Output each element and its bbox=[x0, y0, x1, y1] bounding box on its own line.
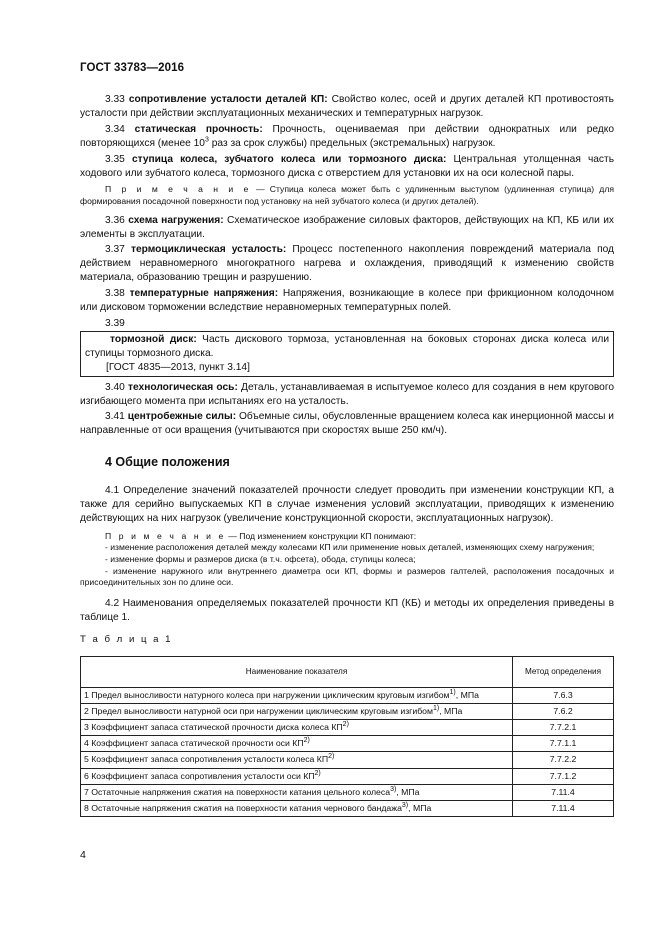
term: температурные напряжения: bbox=[129, 288, 279, 300]
clause-number: 3.35 bbox=[105, 153, 125, 165]
note-item: - изменение наружного или внутреннего диаметра оси КП, формы и размеров галтелей, расположения посадочных и присоединительных зон по длине оси. bbox=[80, 565, 614, 588]
clause-number: 3.36 bbox=[105, 214, 125, 226]
definition-text-cont: раз за срок службы) предельных (экстремальных) нагрузок. bbox=[208, 137, 496, 149]
indicator-name: 3 Коэффициент запаса статической прочности диска колеса КП$^{2)}$ bbox=[81, 719, 513, 735]
table-row bbox=[81, 752, 614, 768]
note-text: — Под изменением конструкции КП понимают: bbox=[225, 530, 417, 541]
term: статическая прочность: bbox=[134, 123, 263, 135]
definition-3-34 bbox=[80, 123, 614, 151]
indicator-name: 6 Коэффициент запаса сопротивления усталости оси КП$^{2)}$ bbox=[81, 768, 513, 784]
superscript: 3 bbox=[204, 136, 209, 144]
note-hub bbox=[80, 184, 614, 207]
method-cell: 7.7.1.2 bbox=[513, 768, 614, 784]
term: тормозной диск: bbox=[110, 333, 197, 345]
clause-number: 3.41 bbox=[105, 411, 125, 423]
term: ступица колеса, зубчатого колеса или тормозного диска: bbox=[131, 153, 447, 165]
definition-3-37 bbox=[80, 243, 614, 285]
note-label: П р и м е ч а н и е bbox=[105, 184, 251, 195]
note-text: — Ступица колеса может быть с удлиненным выступом (удлиненная ступица) для формирования посадочной поверхности под установку на ней зубчатого колеса (и других деталей). bbox=[80, 184, 614, 207]
method-cell: 7.6.2 bbox=[513, 703, 614, 719]
clause-number: 3.34 bbox=[105, 123, 125, 135]
method-cell: 7.6.3 bbox=[513, 687, 614, 703]
definition-3-39 bbox=[80, 317, 614, 377]
indicator-name: 1 Предел выносливости натурного колеса при нагружении циклическим круговым изгибом$^{1)}$, МПа bbox=[81, 687, 513, 703]
definition-text: Процесс постепенного накопления повреждений материала под действием неравномерного многократного нагрева и охлаждения, приводящий к изменению свойств материала, образованию трещин и разрушению. bbox=[80, 244, 614, 284]
indicator-name: 5 Коэффициент запаса сопротивления усталости колеса КП$^{2)}$ bbox=[81, 752, 513, 768]
definition-3-36 bbox=[80, 214, 614, 242]
indicator-name: 8 Остаточные напряжения сжатия на поверхности катания чернового бандажа$^{3)}$, МПа bbox=[81, 800, 513, 816]
table-row bbox=[81, 800, 614, 816]
method-cell: 7.11.4 bbox=[513, 784, 614, 800]
section-heading: 4 Общие положения bbox=[105, 455, 230, 470]
table-row bbox=[81, 687, 614, 703]
table-caption: Т а б л и ц а 1 bbox=[80, 633, 173, 645]
method-cell: 7.7.2.2 bbox=[513, 752, 614, 768]
definition-text: Свойство колес, осей и других деталей КП противостоять усталости при действии эксплуатационных механических и температурных нагрузок. bbox=[80, 94, 614, 119]
definition-text: Напряжения, возникающие в колесе при фрикционном колодочном или дисковом торможении вследствие неравномерных температурных полей. bbox=[80, 288, 614, 314]
column-header-name: Наименование показателя bbox=[81, 656, 513, 687]
clause-number: 3.38 bbox=[105, 288, 125, 300]
definition-3-33 bbox=[80, 93, 614, 121]
column-header-method: Метод определения bbox=[513, 656, 614, 687]
definition-3-35 bbox=[80, 153, 614, 181]
term: технологическая ось: bbox=[128, 381, 238, 393]
paragraph-4-1: 4.1 Определение значений показателей прочности следует проводить при изменении конструкции КП, а также для серийно выпускаемых КП в случае изменения условий эксплуатации, приводящих к изменению действующих на них нагрузок (увеличение конструкционной скорости, эксплуатационных нагрузок). bbox=[80, 485, 614, 524]
table-row bbox=[81, 768, 614, 784]
note-item: - изменение расположения деталей между колесами КП или применение новых деталей, изменяющих схему нагружения; bbox=[105, 542, 595, 553]
definition-text: Деталь, устанавливаемая в испытуемое колесо для создания в нем кругового изгибающего момента при испытаниях его на усталость. bbox=[80, 381, 614, 407]
indicator-name: 7 Остаточные напряжения сжатия на поверхности катания цельного колеса$^{3)}$, МПа bbox=[81, 784, 513, 800]
method-cell: 7.7.2.1 bbox=[513, 719, 614, 735]
method-cell: 7.7.1.1 bbox=[513, 736, 614, 752]
note-intro bbox=[80, 531, 614, 543]
table-header-row bbox=[81, 656, 614, 687]
definition-text: Схематическое изображение силовых факторов, действующих на КП, КБ или их элементы в эксплуатации. bbox=[80, 214, 614, 240]
definition-3-40 bbox=[80, 381, 614, 409]
definition-text: Центральная утолщенная часть ходового или зубчатого колеса, тормозного диска с отверстием для установки их на оси колесной пары. bbox=[80, 153, 614, 179]
definition-3-41 bbox=[80, 410, 614, 438]
term: центробежные силы: bbox=[127, 411, 237, 423]
clause-number: 3.33 bbox=[105, 94, 125, 105]
term: сопротивление усталости деталей КП: bbox=[128, 94, 328, 105]
note-label: П р и м е ч а н и е bbox=[105, 530, 226, 541]
note-design-change bbox=[80, 531, 614, 589]
table-row bbox=[81, 703, 614, 719]
note-item: - изменение формы и размеров диска (в т.ч. офсета), обода, ступицы колеса; bbox=[105, 554, 416, 565]
method-cell: 7.11.4 bbox=[513, 800, 614, 816]
indicators-table bbox=[80, 656, 614, 818]
clause-number: 3.40 bbox=[105, 381, 125, 393]
definition-text: Прочность, оцениваемая при действии однократных или редко повторяющихся (менее 10 bbox=[80, 123, 614, 149]
indicator-name: 4 Коэффициент запаса статической прочности оси КП$^{2)}$ bbox=[81, 736, 513, 752]
running-header: ГОСТ 33783—2016 bbox=[80, 62, 185, 74]
table-row bbox=[81, 736, 614, 752]
indicator-name: 2 Предел выносливости натурной оси при нагружении циклическим круговым изгибом$^{1)}$, МПа bbox=[81, 703, 513, 719]
term: схема нагружения: bbox=[128, 214, 224, 226]
definition-3-38 bbox=[80, 287, 614, 315]
definition-text: Объемные силы, обусловленные вращением колеса как инерционной массы и направленные от оси вращения (учитываются при скоростях выше 250 км/ч). bbox=[80, 411, 615, 437]
clause-number: 3.37 bbox=[105, 244, 125, 256]
clause-number: 3.39 bbox=[105, 317, 125, 329]
table-row bbox=[81, 784, 614, 800]
page-number: 4 bbox=[80, 849, 86, 861]
table-row bbox=[81, 719, 614, 735]
boxed-definition-text bbox=[85, 333, 609, 361]
page-content bbox=[80, 93, 614, 817]
definition-text: Часть дискового тормоза, установленная на боковых сторонах диска колеса или ступицы тормозного диска. bbox=[85, 333, 610, 359]
definition-source: [ГОСТ 4835—2013, пункт 3.14] bbox=[106, 361, 250, 373]
paragraph-4-2: 4.2 Наименования определяемых показателей прочности КП (КБ) и методы их определения приведены в таблице 1. bbox=[80, 597, 614, 623]
boxed-definition bbox=[80, 331, 614, 377]
term: термоциклическая усталость: bbox=[130, 244, 287, 256]
